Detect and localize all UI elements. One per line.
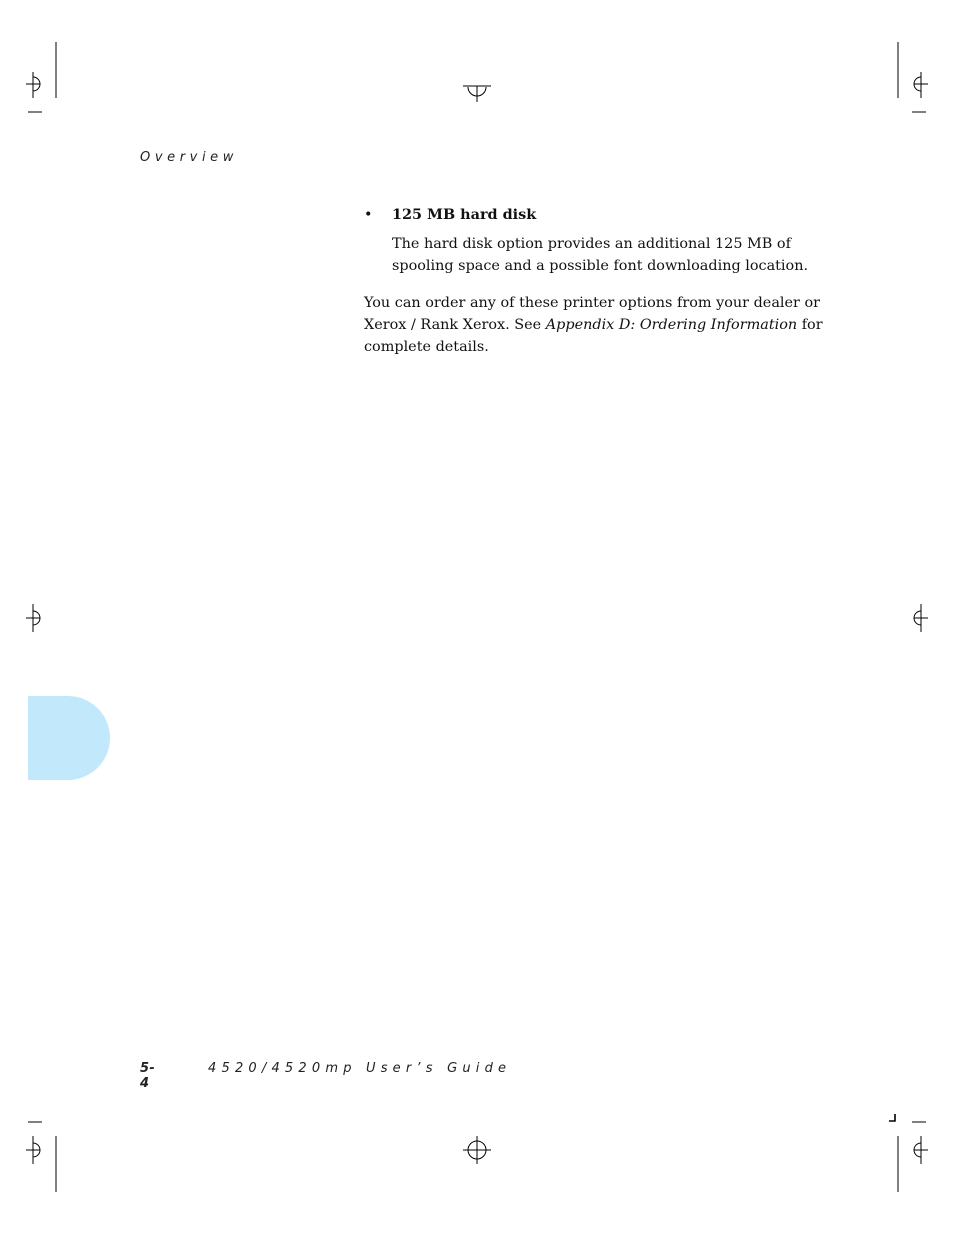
page-number: 5-4 [140,1061,156,1091]
bullet-item [364,204,834,226]
bullet-title: 125 MB hard disk [392,206,537,223]
page-content [364,204,834,358]
paragraph-text-start: You can order any of these printer options from your dealer or Xerox / Rank Xerox. See [364,295,821,333]
bullet-marker: • [364,207,373,223]
running-head: Overview [140,150,239,165]
paragraph-text-end: for complete details. [364,317,823,355]
ordering-paragraph [364,292,834,358]
appendix-reference: Appendix D: Ordering Information [545,317,798,333]
chapter-tab [28,696,110,780]
guide-title: 4520/4520mp User’s Guide [208,1061,512,1076]
bullet-description: The hard disk option provides an additional 125 MB of spooling space and a possible font downloading location. [392,236,809,274]
